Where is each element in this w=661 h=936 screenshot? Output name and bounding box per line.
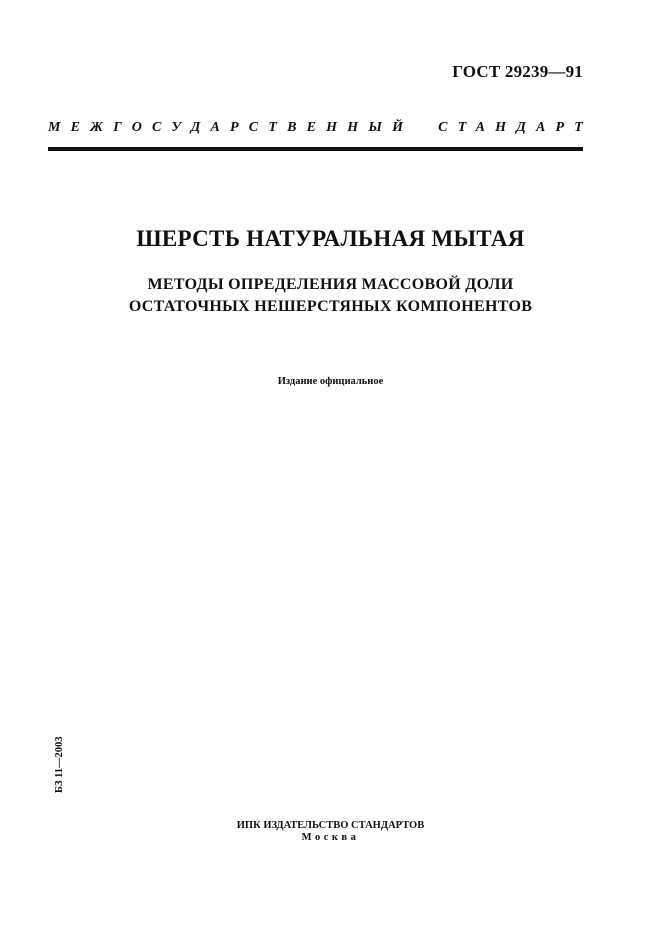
document-title: ШЕРСТЬ НАТУРАЛЬНАЯ МЫТАЯ <box>136 226 525 251</box>
publisher-name: ИПК ИЗДАТЕЛЬСТВО СТАНДАРТОВ <box>236 820 425 831</box>
standard-type-word-1: МЕЖГОСУДАРСТВЕННЫЙ <box>48 120 414 135</box>
subtitle-line-1: МЕТОДЫ ОПРЕДЕЛЕНИЯ МАССОВОЙ ДОЛИ <box>147 276 514 293</box>
edition-label: Издание официальное <box>277 376 384 387</box>
horizontal-rule <box>48 147 583 151</box>
document-subtitle <box>0 274 661 318</box>
side-code: БЗ 11—2003 <box>54 736 65 793</box>
standard-type-heading <box>48 120 593 136</box>
publisher-city: Москва <box>301 832 360 843</box>
document-number: ГОСТ 29239—91 <box>452 62 583 81</box>
subtitle-line-2: ОСТАТОЧНЫХ НЕШЕРСТЯНЫХ КОМПОНЕНТОВ <box>128 298 533 315</box>
standard-type-word-2: СТАНДАРТ <box>438 120 593 135</box>
